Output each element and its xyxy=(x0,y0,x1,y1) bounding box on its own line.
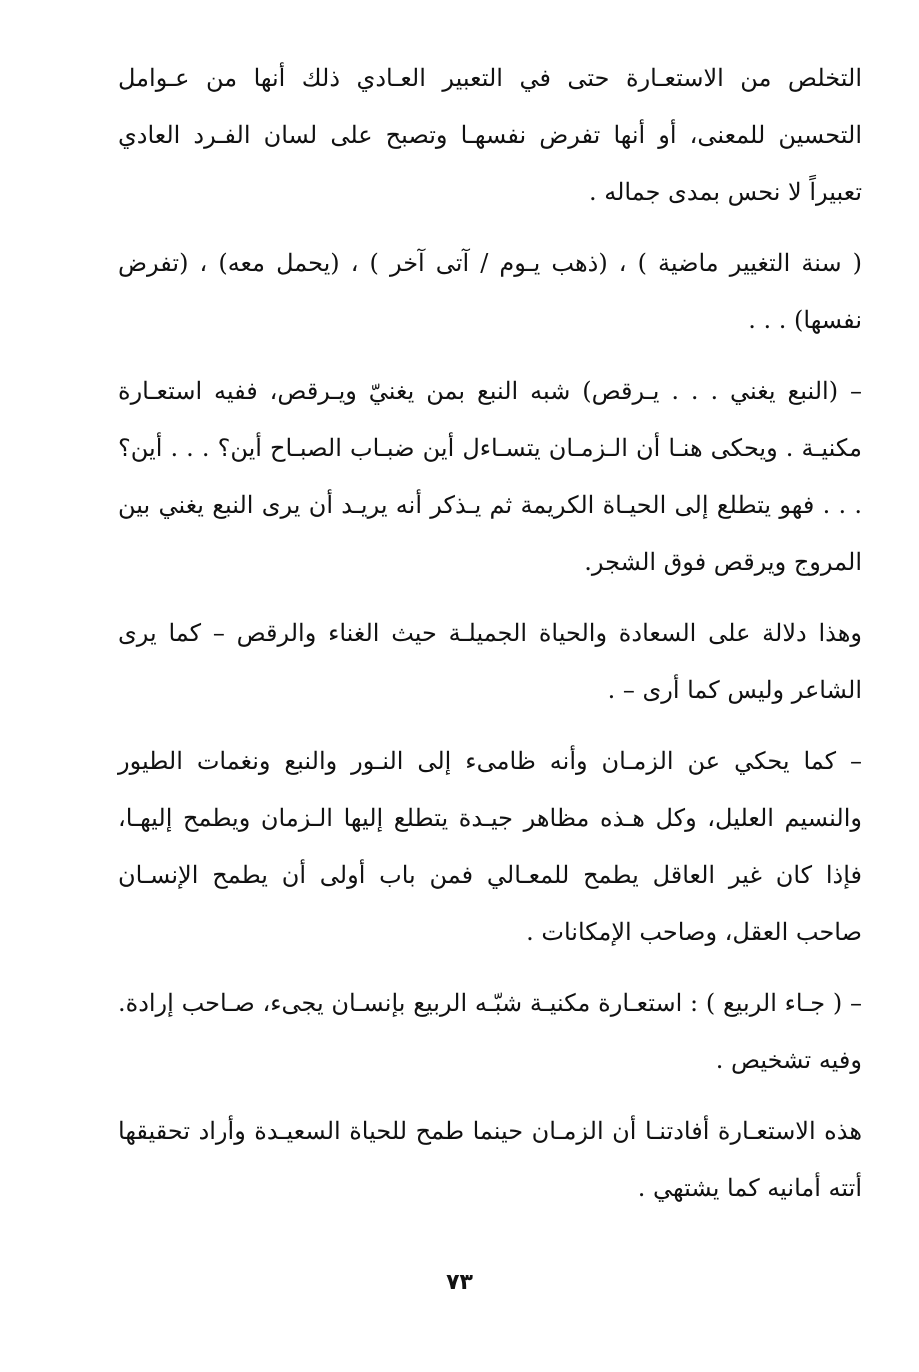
paragraph-6: – ( جـاء الربيع ) : استعـارة مكنيـة شبّـه الربيع بإنسـان يجىء، صـاحب إرادة. وفيه تشخيص . xyxy=(118,989,862,1074)
paragraph-7: هذه الاستعـارة أفادتنـا أن الزمـان حينما طمح للحياة السعيـدة وأراد تحقيقها أتته أمانيه كما يشتهي . xyxy=(118,1117,862,1202)
body-text xyxy=(118,50,862,1231)
paragraph-4: وهذا دلالة على السعادة والحياة الجميلـة حيث الغناء والرقص – كما يرى الشاعر وليس كما أرى – . xyxy=(118,619,862,704)
paragraph-3: – (النبع يغني . . . يـرقص) شبه النبع بمن يغنيّ ويـرقص، ففيه استعـارة مكنيـة . ويحكى هنـا أن الـزمـان يتسـاءل أين ضبـاب الصبـاح أين؟ . . . أين؟ . . . فهو يتطلع إلى الحيـاة الكريمة ثم يـذكر أنه يريـد أن يرى النبع يغني بين المروج ويرقص فوق الشجر. xyxy=(118,377,862,576)
paragraph-1: التخلص من الاستعـارة حتى في التعبير العـادي ذلك أنها من عـوامل التحسين للمعنى، أو أنها تفرض نفسهـا وتصبح على لسان الفـرد العادي تعبيراً لا نحس بمدى جماله . xyxy=(118,64,862,206)
page-number: ٧٣ xyxy=(446,1270,473,1295)
paragraph-5: – كما يحكي عن الزمـان وأنه ظامىء إلى النـور والنبع ونغمات الطيور والنسيم العليل، وكل هـذه مظاهر جيـدة يتطلع إليها الـزمان ويطمح إليهـا، فإذا كان غير العاقل يطمح للمعـالي فمن باب أولى أن يطمح الإنسـان صاحب العقل، وصاحب الإمكانات . xyxy=(118,747,862,946)
paragraph-2: ( سنة التغيير ماضية ) ، (ذهب يـوم / آتى آخر ) ، (يحمل معه) ، (تفرض نفسها) . . . xyxy=(118,249,862,334)
